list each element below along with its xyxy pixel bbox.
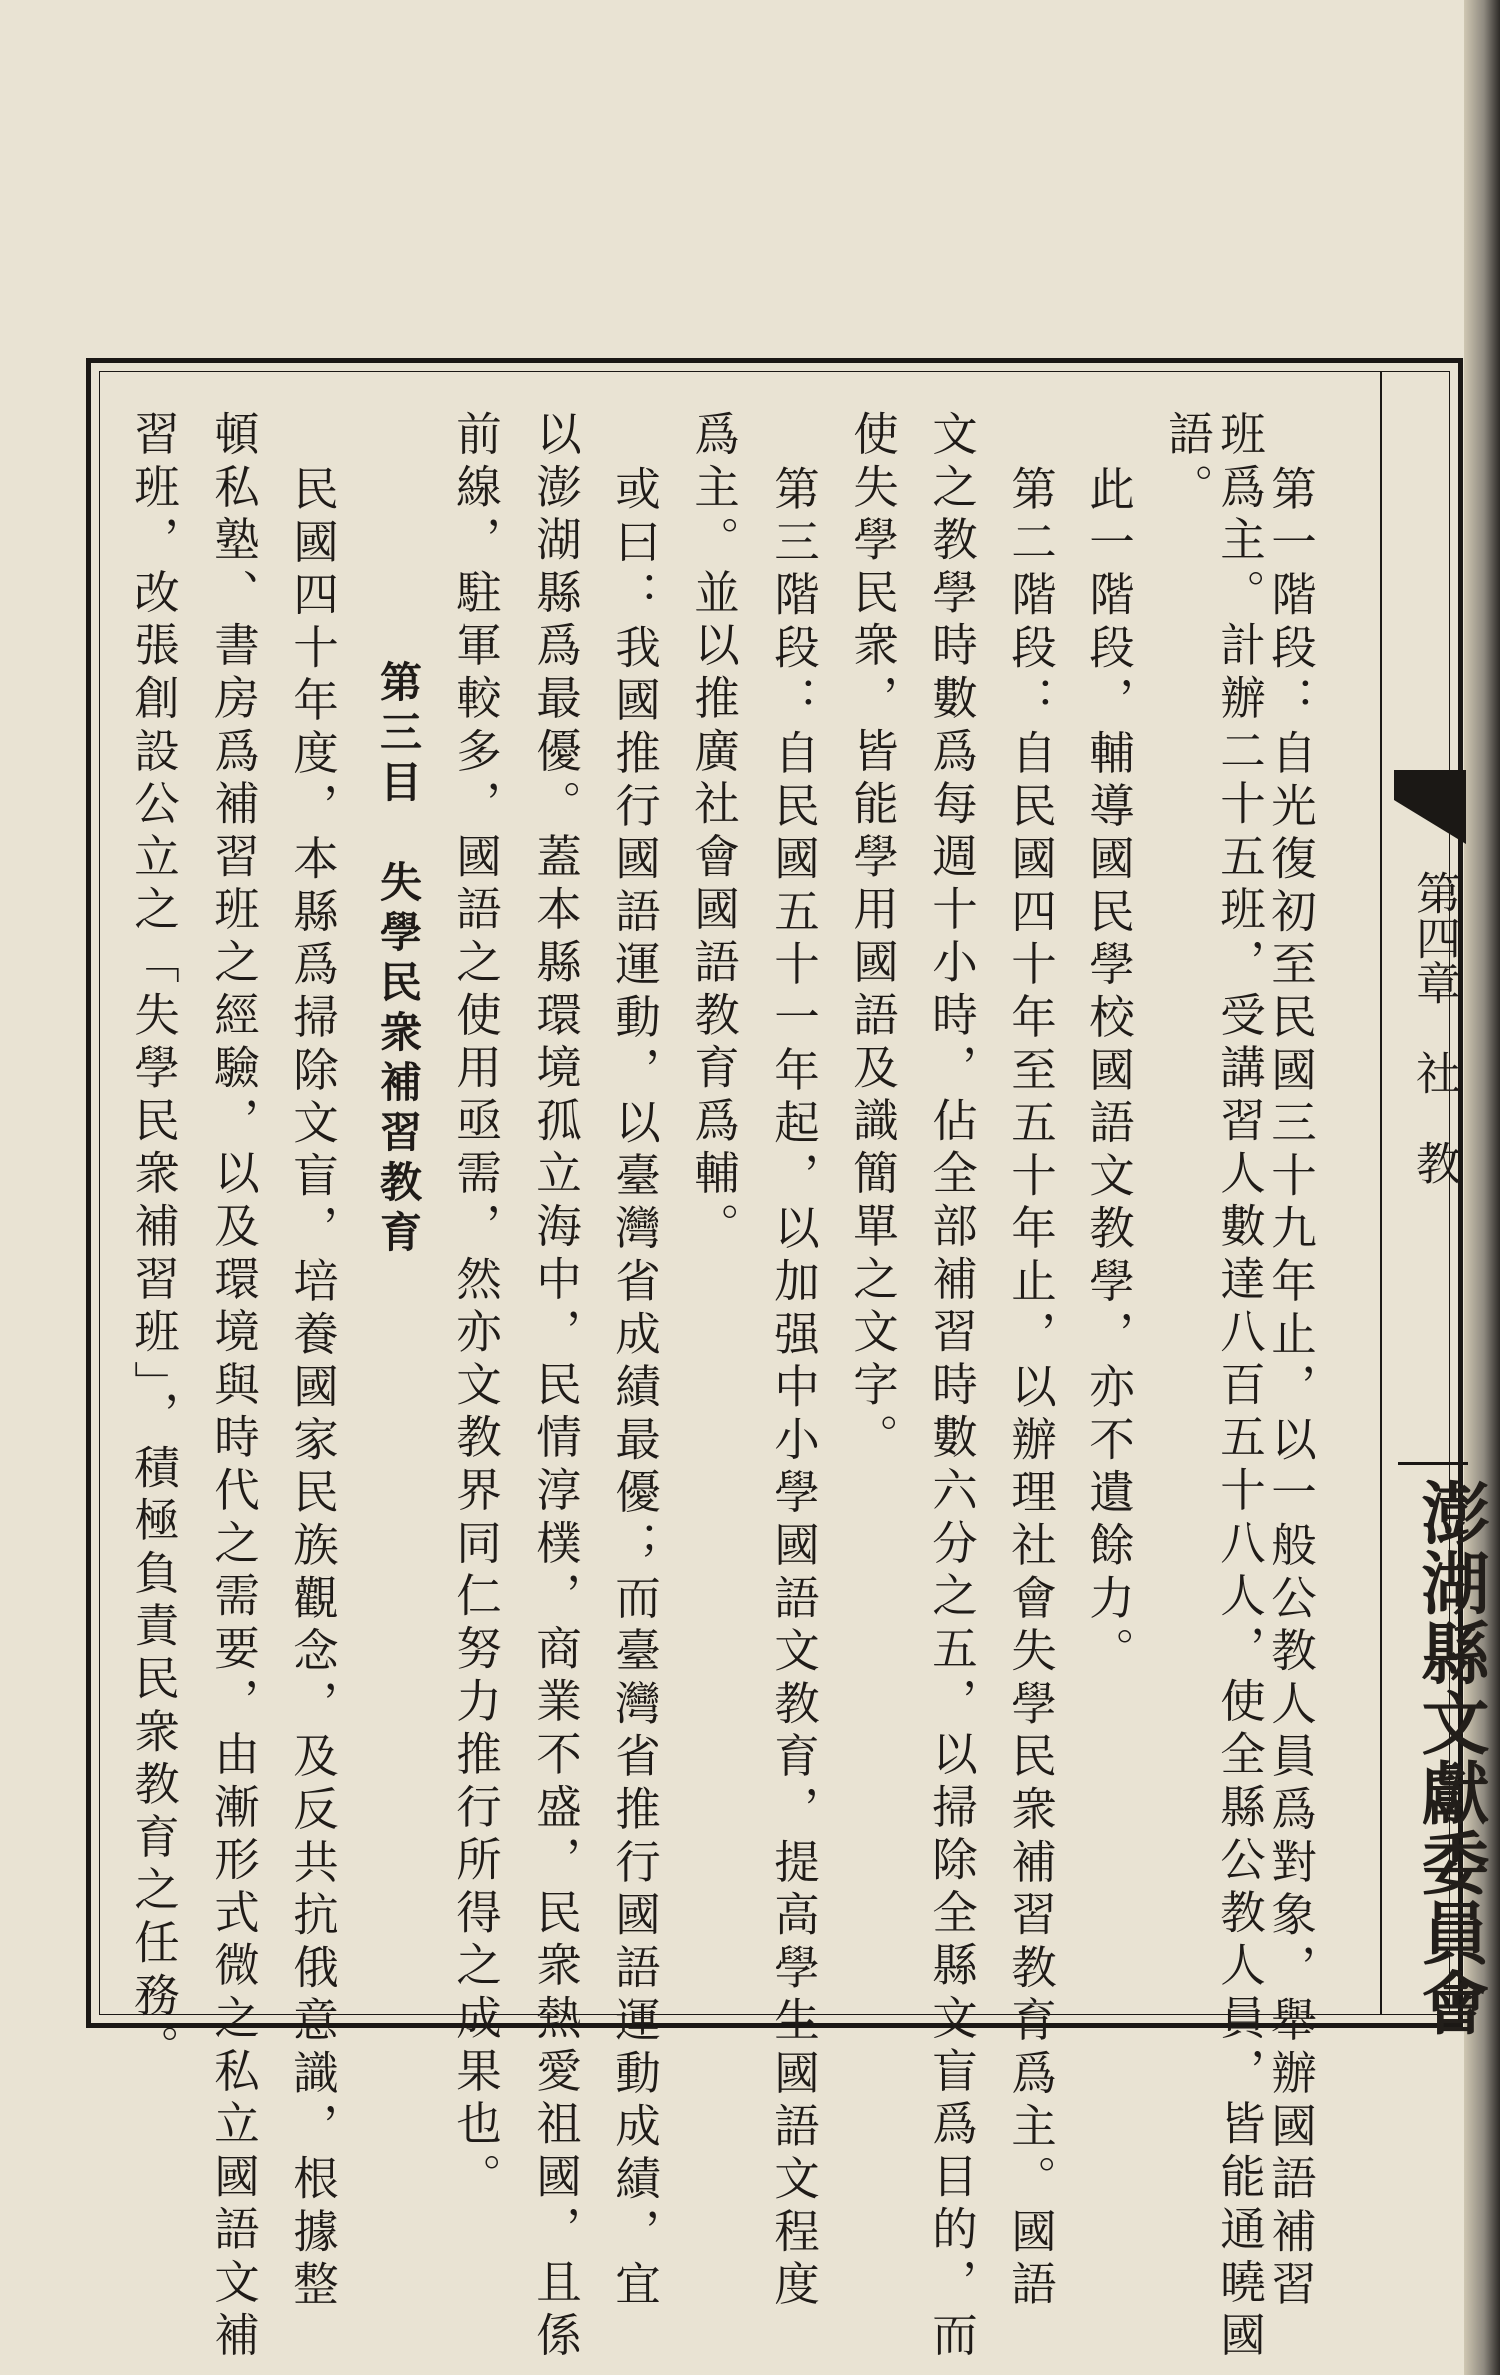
text-column: 以澎湖縣爲最優。蓋本縣環境孤立海中，民情淳樸，商業不盛，民衆熱愛祖國，且係 xyxy=(529,410,583,2364)
text-column: 民國四十年度，本縣爲掃除文盲，培養國家民族觀念，及反共抗俄意識，根據整 xyxy=(286,465,340,2313)
text-column: 語。 xyxy=(1161,410,1215,516)
text-column: 第三階段：自民國五十一年起，以加强中小學國語文教育，提高學生國語文程度 xyxy=(767,465,821,2313)
text-column: 此一階段，輔導國民學校國語文教學，亦不遺餘力。 xyxy=(1082,465,1136,1680)
text-column: 班爲主。計辦二十五班，受講習人數達八百五十八人，使全縣公教人員，皆能通曉國 xyxy=(1213,410,1267,2364)
text-column: 使失學民衆，皆能學用國語及識簡單之文字。 xyxy=(846,410,900,1466)
text-column: 頓私塾、書房爲補習班之經驗，以及環境與時代之需要，由漸形式微之私立國語文補 xyxy=(207,410,261,2364)
text-column: 爲主。並以推廣社會國語教育爲輔。 xyxy=(687,410,741,1255)
chapter-label: 第四章 社 教 xyxy=(1408,870,1461,1185)
chevron-icon xyxy=(1394,770,1466,844)
publisher-rule xyxy=(1398,1462,1468,1465)
section-heading: 第三目 失學民衆補習教育 xyxy=(374,660,423,1260)
text-column: 第二階段：自民國四十年至五十年止，以辦理社會失學民衆補習教育爲主。國語 xyxy=(1004,465,1058,2313)
publisher-name: 澎湖縣文獻委員會 xyxy=(1410,1478,1490,2038)
text-column: 或曰：我國推行國語運動，以臺灣省成績最優；而臺灣省推行國語運動成績，宜 xyxy=(608,465,662,2313)
text-column: 第一階段：自光復初至民國三十九年止，以一般公教人員爲對象，舉辦國語補習 xyxy=(1264,465,1318,2313)
text-column: 文之教學時數爲每週十小時，佔全部補習時數六分之五，以掃除全縣文盲爲目的，而 xyxy=(925,410,979,2364)
text-column: 前線，駐軍較多，國語之使用亟需，然亦文教界同仁努力推行所得之成果也。 xyxy=(449,410,503,2206)
spine-rule xyxy=(1380,372,1382,2015)
text-column: 習班，改張創設公立之「失學民衆補習班」，積極負責民衆教育之任務。 xyxy=(127,410,181,2077)
